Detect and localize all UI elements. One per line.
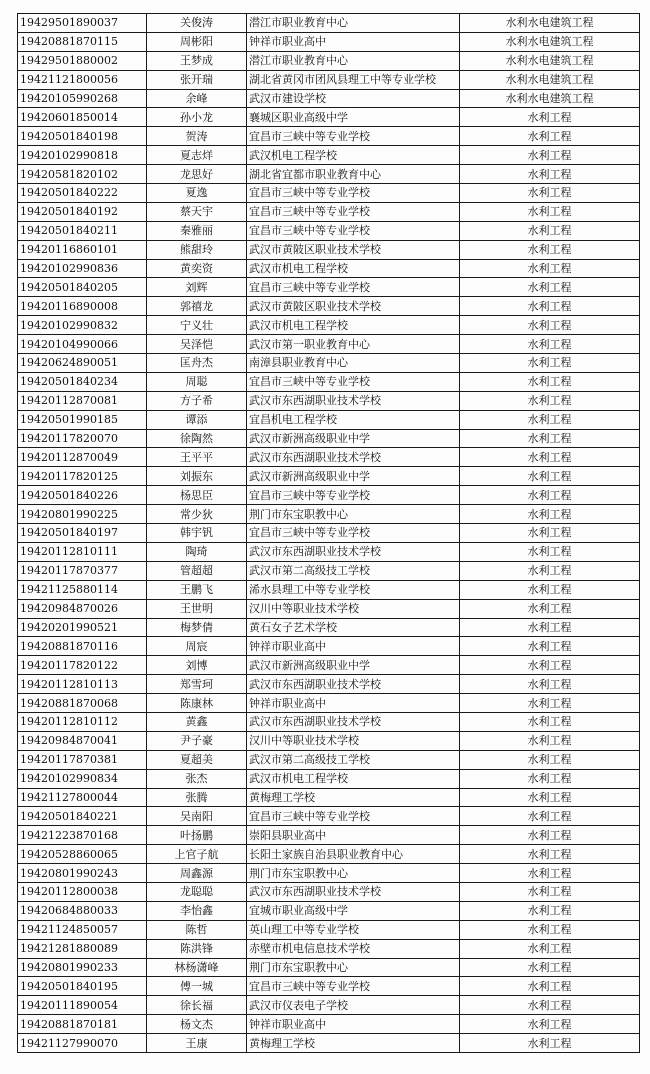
- roster-body: [18, 14, 640, 1053]
- table-row: [18, 656, 640, 675]
- exam-number-cell: 19420501840192: [18, 202, 147, 221]
- student-name-cell: 刘博: [147, 656, 247, 675]
- table-row: [18, 599, 640, 618]
- major-cell: 水利工程: [460, 694, 640, 713]
- exam-number-cell: 19420984870026: [18, 599, 147, 618]
- major-cell: 水利工程: [460, 958, 640, 977]
- school-cell: 黄梅理工学校: [247, 788, 460, 807]
- school-cell: 武汉市第二高级技工学校: [247, 561, 460, 580]
- major-cell: 水利工程: [460, 165, 640, 184]
- school-cell: 武汉市黄陂区职业技术学校: [247, 240, 460, 259]
- student-name-cell: 周宸: [147, 637, 247, 656]
- major-cell: 水利工程: [460, 864, 640, 883]
- school-cell: 汉川中等职业技术学校: [247, 731, 460, 750]
- exam-number-cell: 19429501890037: [18, 14, 147, 33]
- exam-number-cell: 19420501990185: [18, 410, 147, 429]
- student-name-cell: 傅一城: [147, 977, 247, 996]
- exam-number-cell: 19421223870168: [18, 826, 147, 845]
- exam-number-cell: 19420581820102: [18, 165, 147, 184]
- major-cell: 水利工程: [460, 618, 640, 637]
- major-cell: 水利工程: [460, 750, 640, 769]
- exam-number-cell: 19421121800056: [18, 70, 147, 89]
- school-cell: 潜江市职业教育中心: [247, 51, 460, 70]
- exam-number-cell: 19420104990066: [18, 335, 147, 354]
- school-cell: 武汉市建设学校: [247, 89, 460, 108]
- exam-number-cell: 19429501880002: [18, 51, 147, 70]
- exam-number-cell: 19420112870049: [18, 448, 147, 467]
- table-row: [18, 221, 640, 240]
- school-cell: 黄梅理工学校: [247, 1034, 460, 1053]
- table-row: [18, 882, 640, 901]
- school-cell: 宜昌市三峡中等专业学校: [247, 486, 460, 505]
- exam-number-cell: 19420102990818: [18, 146, 147, 165]
- exam-number-cell: 19420501840234: [18, 372, 147, 391]
- student-name-cell: 周彬阳: [147, 32, 247, 51]
- major-cell: 水利工程: [460, 882, 640, 901]
- student-name-cell: 管超超: [147, 561, 247, 580]
- major-cell: 水利工程: [460, 561, 640, 580]
- major-cell: 水利水电建筑工程: [460, 70, 640, 89]
- student-name-cell: 黄奕资: [147, 259, 247, 278]
- major-cell: 水利工程: [460, 221, 640, 240]
- major-cell: 水利工程: [460, 108, 640, 127]
- exam-number-cell: 19420501840197: [18, 524, 147, 543]
- school-cell: 宜昌市三峡中等专业学校: [247, 184, 460, 203]
- major-cell: 水利水电建筑工程: [460, 14, 640, 33]
- exam-number-cell: 19420117820070: [18, 429, 147, 448]
- table-row: [18, 391, 640, 410]
- major-cell: 水利工程: [460, 184, 640, 203]
- major-cell: 水利水电建筑工程: [460, 32, 640, 51]
- school-cell: 武汉市机电工程学校: [247, 316, 460, 335]
- major-cell: 水利工程: [460, 599, 640, 618]
- school-cell: 宜昌市三峡中等专业学校: [247, 807, 460, 826]
- school-cell: 荆门市东宝职教中心: [247, 864, 460, 883]
- school-cell: 钟祥市职业高中: [247, 694, 460, 713]
- student-name-cell: 王梦成: [147, 51, 247, 70]
- exam-number-cell: 19420102990836: [18, 259, 147, 278]
- exam-number-cell: 19420801990233: [18, 958, 147, 977]
- table-row: [18, 807, 640, 826]
- table-row: [18, 769, 640, 788]
- table-row: [18, 89, 640, 108]
- school-cell: 钟祥市职业高中: [247, 32, 460, 51]
- table-row: [18, 977, 640, 996]
- table-row: [18, 731, 640, 750]
- school-cell: 钟祥市职业高中: [247, 637, 460, 656]
- school-cell: 武汉市仪表电子学校: [247, 996, 460, 1015]
- student-name-cell: 韩宇钒: [147, 524, 247, 543]
- table-row: [18, 637, 640, 656]
- student-name-cell: 王平平: [147, 448, 247, 467]
- student-name-cell: 梅梦倩: [147, 618, 247, 637]
- table-row: [18, 184, 640, 203]
- table-row: [18, 70, 640, 89]
- major-cell: 水利工程: [460, 731, 640, 750]
- table-row: [18, 259, 640, 278]
- student-name-cell: 夏逸: [147, 184, 247, 203]
- school-cell: 湖北省黄冈市团风县理工中等专业学校: [247, 70, 460, 89]
- major-cell: 水利工程: [460, 580, 640, 599]
- major-cell: 水利工程: [460, 656, 640, 675]
- student-roster-table: [17, 13, 640, 1053]
- school-cell: 钟祥市职业高中: [247, 1015, 460, 1034]
- student-name-cell: 谭添: [147, 410, 247, 429]
- table-row: [18, 467, 640, 486]
- exam-number-cell: 19420201990521: [18, 618, 147, 637]
- student-name-cell: 夏超美: [147, 750, 247, 769]
- exam-number-cell: 19421127800044: [18, 788, 147, 807]
- table-row: [18, 712, 640, 731]
- school-cell: 崇阳县职业高中: [247, 826, 460, 845]
- table-row: [18, 694, 640, 713]
- exam-number-cell: 19420117820125: [18, 467, 147, 486]
- major-cell: 水利工程: [460, 391, 640, 410]
- major-cell: 水利工程: [460, 712, 640, 731]
- student-name-cell: 吴南阳: [147, 807, 247, 826]
- student-name-cell: 王康: [147, 1034, 247, 1053]
- table-row: [18, 505, 640, 524]
- table-row: [18, 901, 640, 920]
- exam-number-cell: 19420501840205: [18, 278, 147, 297]
- table-row: [18, 14, 640, 33]
- student-name-cell: 夏志烊: [147, 146, 247, 165]
- school-cell: 武汉市第一职业教育中心: [247, 335, 460, 354]
- school-cell: 黄石女子艺术学校: [247, 618, 460, 637]
- exam-number-cell: 19420117820122: [18, 656, 147, 675]
- exam-number-cell: 19420501840222: [18, 184, 147, 203]
- exam-number-cell: 19420117870377: [18, 561, 147, 580]
- school-cell: 宜昌市三峡中等专业学校: [247, 524, 460, 543]
- table-row: [18, 845, 640, 864]
- table-row: [18, 958, 640, 977]
- school-cell: 湖北省宜都市职业教育中心: [247, 165, 460, 184]
- student-name-cell: 孙小龙: [147, 108, 247, 127]
- major-cell: 水利工程: [460, 297, 640, 316]
- student-name-cell: 杨文杰: [147, 1015, 247, 1034]
- exam-number-cell: 19420112810113: [18, 675, 147, 694]
- major-cell: 水利工程: [460, 316, 640, 335]
- school-cell: 英山理工中等专业学校: [247, 920, 460, 939]
- table-row: [18, 788, 640, 807]
- exam-number-cell: 19420881870116: [18, 637, 147, 656]
- student-name-cell: 龙聪聪: [147, 882, 247, 901]
- student-name-cell: 刘辉: [147, 278, 247, 297]
- table-row: [18, 826, 640, 845]
- school-cell: 宜昌市三峡中等专业学校: [247, 977, 460, 996]
- table-row: [18, 32, 640, 51]
- major-cell: 水利工程: [460, 202, 640, 221]
- student-name-cell: 周聪: [147, 372, 247, 391]
- exam-number-cell: 19421127990070: [18, 1034, 147, 1053]
- major-cell: 水利工程: [460, 826, 640, 845]
- school-cell: 宜昌市三峡中等专业学校: [247, 221, 460, 240]
- table-row: [18, 864, 640, 883]
- table-row: [18, 618, 640, 637]
- major-cell: 水利工程: [460, 524, 640, 543]
- school-cell: 宜昌市三峡中等专业学校: [247, 202, 460, 221]
- school-cell: 汉川中等职业技术学校: [247, 599, 460, 618]
- school-cell: 武汉市机电工程学校: [247, 259, 460, 278]
- table-row: [18, 240, 640, 259]
- major-cell: 水利工程: [460, 901, 640, 920]
- school-cell: 武汉市东西湖职业技术学校: [247, 882, 460, 901]
- major-cell: 水利工程: [460, 278, 640, 297]
- student-name-cell: 徐长福: [147, 996, 247, 1015]
- student-name-cell: 李怡鑫: [147, 901, 247, 920]
- table-row: [18, 335, 640, 354]
- student-name-cell: 张杰: [147, 769, 247, 788]
- student-name-cell: 尹子豪: [147, 731, 247, 750]
- school-cell: 荆门市东宝职教中心: [247, 505, 460, 524]
- table-row: [18, 561, 640, 580]
- student-name-cell: 林杨潇峰: [147, 958, 247, 977]
- major-cell: 水利工程: [460, 675, 640, 694]
- major-cell: 水利工程: [460, 448, 640, 467]
- major-cell: 水利水电建筑工程: [460, 89, 640, 108]
- major-cell: 水利工程: [460, 939, 640, 958]
- school-cell: 武汉市新洲高级职业中学: [247, 429, 460, 448]
- exam-number-cell: 19420111890054: [18, 996, 147, 1015]
- exam-number-cell: 19420881870068: [18, 694, 147, 713]
- table-row: [18, 429, 640, 448]
- school-cell: 潜江市职业教育中心: [247, 14, 460, 33]
- table-row: [18, 127, 640, 146]
- table-row: [18, 750, 640, 769]
- student-name-cell: 方子希: [147, 391, 247, 410]
- major-cell: 水利工程: [460, 127, 640, 146]
- school-cell: 武汉市东西湖职业技术学校: [247, 675, 460, 694]
- table-row: [18, 448, 640, 467]
- table-row: [18, 675, 640, 694]
- major-cell: 水利工程: [460, 240, 640, 259]
- exam-number-cell: 19420112810112: [18, 712, 147, 731]
- school-cell: 南漳县职业教育中心: [247, 354, 460, 373]
- exam-number-cell: 19421281880089: [18, 939, 147, 958]
- exam-number-cell: 19420801990225: [18, 505, 147, 524]
- exam-number-cell: 19420117870381: [18, 750, 147, 769]
- table-row: [18, 524, 640, 543]
- major-cell: 水利工程: [460, 486, 640, 505]
- school-cell: 宜昌市三峡中等专业学校: [247, 278, 460, 297]
- table-row: [18, 297, 640, 316]
- major-cell: 水利工程: [460, 335, 640, 354]
- school-cell: 宜昌市三峡中等专业学校: [247, 127, 460, 146]
- student-name-cell: 王鹏飞: [147, 580, 247, 599]
- school-cell: 荆门市东宝职教中心: [247, 958, 460, 977]
- exam-number-cell: 19420528860065: [18, 845, 147, 864]
- exam-number-cell: 19420881870181: [18, 1015, 147, 1034]
- major-cell: 水利水电建筑工程: [460, 51, 640, 70]
- school-cell: 武汉市机电工程学校: [247, 769, 460, 788]
- exam-number-cell: 19420116890008: [18, 297, 147, 316]
- student-name-cell: 匡舟杰: [147, 354, 247, 373]
- exam-number-cell: 19420112800038: [18, 882, 147, 901]
- student-name-cell: 杨思臣: [147, 486, 247, 505]
- exam-number-cell: 19420501840211: [18, 221, 147, 240]
- exam-number-cell: 19420624890051: [18, 354, 147, 373]
- major-cell: 水利工程: [460, 354, 640, 373]
- major-cell: 水利工程: [460, 1015, 640, 1034]
- exam-number-cell: 19420112810111: [18, 542, 147, 561]
- school-cell: 武汉市新洲高级职业中学: [247, 467, 460, 486]
- major-cell: 水利工程: [460, 467, 640, 486]
- exam-number-cell: 19420102990834: [18, 769, 147, 788]
- exam-number-cell: 19420116860101: [18, 240, 147, 259]
- exam-number-cell: 19420684880033: [18, 901, 147, 920]
- major-cell: 水利工程: [460, 920, 640, 939]
- major-cell: 水利工程: [460, 505, 640, 524]
- exam-number-cell: 19420984870041: [18, 731, 147, 750]
- table-row: [18, 996, 640, 1015]
- student-name-cell: 贺涛: [147, 127, 247, 146]
- student-name-cell: 陈洪锋: [147, 939, 247, 958]
- school-cell: 宜昌机电工程学校: [247, 410, 460, 429]
- table-row: [18, 202, 640, 221]
- exam-number-cell: 19420105990268: [18, 89, 147, 108]
- table-row: [18, 580, 640, 599]
- exam-number-cell: 19421125880114: [18, 580, 147, 599]
- student-name-cell: 王世明: [147, 599, 247, 618]
- student-name-cell: 黄鑫: [147, 712, 247, 731]
- exam-number-cell: 19420102990832: [18, 316, 147, 335]
- school-cell: 长阳土家族自治县职业教育中心: [247, 845, 460, 864]
- student-name-cell: 刘振东: [147, 467, 247, 486]
- school-cell: 武汉市东西湖职业技术学校: [247, 712, 460, 731]
- school-cell: 宜城市职业高级中学: [247, 901, 460, 920]
- table-row: [18, 372, 640, 391]
- table-row: [18, 542, 640, 561]
- exam-number-cell: 19420501840226: [18, 486, 147, 505]
- student-name-cell: 熊甜玲: [147, 240, 247, 259]
- student-name-cell: 陈康林: [147, 694, 247, 713]
- student-name-cell: 宁义壮: [147, 316, 247, 335]
- student-name-cell: 常少狄: [147, 505, 247, 524]
- school-cell: 浠水县理工中等专业学校: [247, 580, 460, 599]
- table-row: [18, 354, 640, 373]
- major-cell: 水利工程: [460, 429, 640, 448]
- student-name-cell: 陶琦: [147, 542, 247, 561]
- student-name-cell: 关俊涛: [147, 14, 247, 33]
- table-row: [18, 1015, 640, 1034]
- major-cell: 水利工程: [460, 637, 640, 656]
- major-cell: 水利工程: [460, 769, 640, 788]
- school-cell: 武汉市黄陂区职业技术学校: [247, 297, 460, 316]
- exam-number-cell: 19420601850014: [18, 108, 147, 127]
- student-name-cell: 吴泽恺: [147, 335, 247, 354]
- exam-number-cell: 19420881870115: [18, 32, 147, 51]
- major-cell: 水利工程: [460, 996, 640, 1015]
- student-name-cell: 余峰: [147, 89, 247, 108]
- table-row: [18, 920, 640, 939]
- major-cell: 水利工程: [460, 845, 640, 864]
- school-cell: 武汉市东西湖职业技术学校: [247, 542, 460, 561]
- major-cell: 水利工程: [460, 788, 640, 807]
- exam-number-cell: 19420801990243: [18, 864, 147, 883]
- table-row: [18, 486, 640, 505]
- exam-number-cell: 19420501840221: [18, 807, 147, 826]
- table-row: [18, 410, 640, 429]
- table-row: [18, 278, 640, 297]
- school-cell: 武汉机电工程学校: [247, 146, 460, 165]
- major-cell: 水利工程: [460, 542, 640, 561]
- student-name-cell: 叶扬鹏: [147, 826, 247, 845]
- student-name-cell: 徐陶然: [147, 429, 247, 448]
- exam-number-cell: 19421124850057: [18, 920, 147, 939]
- table-row: [18, 939, 640, 958]
- school-cell: 赤壁市机电信息技术学校: [247, 939, 460, 958]
- table-row: [18, 108, 640, 127]
- major-cell: 水利工程: [460, 410, 640, 429]
- major-cell: 水利工程: [460, 259, 640, 278]
- student-name-cell: 陈哲: [147, 920, 247, 939]
- table-row: [18, 316, 640, 335]
- school-cell: 襄城区职业高级中学: [247, 108, 460, 127]
- major-cell: 水利工程: [460, 977, 640, 996]
- student-name-cell: 周鑫源: [147, 864, 247, 883]
- major-cell: 水利工程: [460, 1034, 640, 1053]
- student-name-cell: 秦雅丽: [147, 221, 247, 240]
- student-name-cell: 蔡天宇: [147, 202, 247, 221]
- school-cell: 武汉市第二高级技工学校: [247, 750, 460, 769]
- student-name-cell: 郭禧龙: [147, 297, 247, 316]
- major-cell: 水利工程: [460, 372, 640, 391]
- student-name-cell: 郑雪珂: [147, 675, 247, 694]
- exam-number-cell: 19420501840198: [18, 127, 147, 146]
- table-row: [18, 165, 640, 184]
- table-row: [18, 146, 640, 165]
- student-name-cell: 张开瑞: [147, 70, 247, 89]
- student-name-cell: 龙思好: [147, 165, 247, 184]
- student-name-cell: 上官子航: [147, 845, 247, 864]
- school-cell: 武汉市东西湖职业技术学校: [247, 391, 460, 410]
- major-cell: 水利工程: [460, 807, 640, 826]
- school-cell: 宜昌市三峡中等专业学校: [247, 372, 460, 391]
- exam-number-cell: 19420112870081: [18, 391, 147, 410]
- major-cell: 水利工程: [460, 146, 640, 165]
- table-row: [18, 1034, 640, 1053]
- school-cell: 武汉市东西湖职业技术学校: [247, 448, 460, 467]
- student-name-cell: 张腾: [147, 788, 247, 807]
- school-cell: 武汉市新洲高级职业中学: [247, 656, 460, 675]
- exam-number-cell: 19420501840195: [18, 977, 147, 996]
- table-row: [18, 51, 640, 70]
